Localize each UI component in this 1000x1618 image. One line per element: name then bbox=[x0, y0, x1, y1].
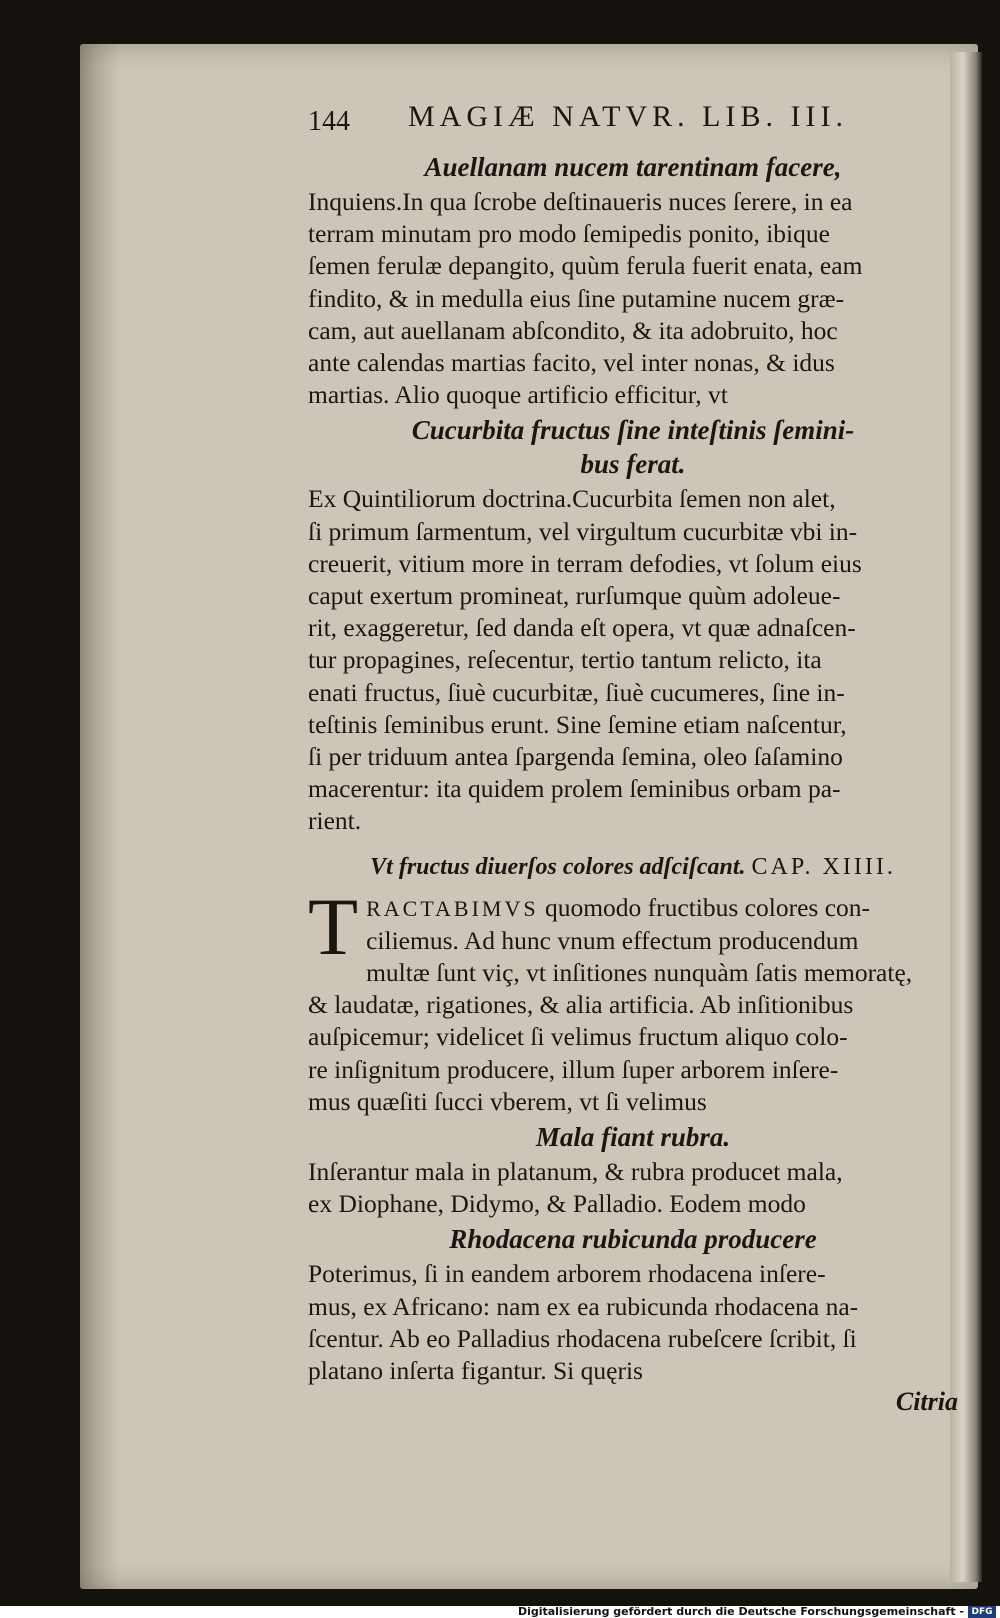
section-heading bbox=[308, 413, 958, 481]
text-line: multæ ſunt viç, vt inſitiones nunquàm ſatis memoratę, bbox=[366, 958, 913, 988]
text-line: auſpicemur; videlicet ſi velimus fructum aliquo colo- bbox=[308, 1022, 848, 1052]
section-heading: Mala fiant rubra. bbox=[535, 1122, 731, 1153]
text-line: ſemen ferulæ depangito, quùm ferula fuerit enata, eam bbox=[308, 251, 863, 281]
chapter-title: Vt fructus diuerſos colores adſciſcant. bbox=[370, 853, 746, 880]
text-line: & laudatæ, rigationes, & alia artificia. Ab inſitionibus bbox=[308, 990, 854, 1020]
text-line: re inſignitum producere, illum ſuper arborem inſere- bbox=[308, 1054, 839, 1084]
paragraph bbox=[308, 483, 958, 837]
paragraph bbox=[308, 1258, 958, 1387]
text-line: ex Diophane, Didymo, & Palladio. Eodem modo bbox=[308, 1189, 806, 1219]
dfg-logo[interactable]: DFG bbox=[968, 1606, 996, 1618]
text-line: mus, ex Africano: nam ex ea rubicunda rhodacena na- bbox=[308, 1291, 859, 1321]
text-line: rit, exaggeretur, ſed danda eſt opera, vt quæ adnaſcen- bbox=[308, 613, 856, 643]
text-line: mus quæſiti ſucci vberem, vt ſi velimus bbox=[308, 1086, 707, 1116]
text-line: Poterimus, ſi in eandem arborem rhodacena inſere- bbox=[308, 1259, 826, 1289]
heading-line: Cucurbita fructus ſine inteſtinis ſemini- bbox=[411, 415, 855, 446]
text-line: enati fructus, ſiuè cucurbitæ, ſiuè cucumeres, ſine in- bbox=[308, 677, 845, 707]
heading-line: bus ferat. bbox=[580, 449, 686, 480]
text-line: macerentur: ita quidem prolem ſeminibus orbam pa- bbox=[308, 774, 841, 804]
section-heading: Auellanam nucem tarentinam facere, bbox=[424, 152, 842, 182]
text-line: martias. Alio quoque artificio efficitur, vt bbox=[308, 380, 728, 410]
page-number: 144 bbox=[308, 106, 350, 137]
text-line: ſi primum ſarmentum, vel virgultum cucurbitæ vbi in- bbox=[308, 516, 858, 546]
funding-notice: Digitalisierung gefördert durch die Deutsche Forschungsgemeinschaft - bbox=[517, 1605, 964, 1618]
chapter-paragraph bbox=[308, 880, 958, 1118]
opening-word: RACTABIMVS bbox=[366, 895, 539, 921]
chapter-heading bbox=[308, 850, 958, 884]
text-line: platano inſerta figantur. Si quęris bbox=[308, 1356, 643, 1386]
paragraph bbox=[308, 186, 958, 411]
gutter-shadow bbox=[80, 44, 120, 1589]
text-line: creuerit, vitium more in terram defodies, vt ſolum eius bbox=[308, 548, 862, 578]
text-line: Inſerantur mala in platanum, & rubra producet mala, bbox=[308, 1157, 843, 1187]
text-line: ciliemus. Ad hunc vnum effectum producendum bbox=[366, 925, 859, 955]
text-line: terram minutam pro modo ſemipedis ponito, ibique bbox=[308, 219, 830, 249]
page-text bbox=[308, 100, 958, 1417]
paragraph bbox=[308, 1156, 958, 1220]
chapter-label: CAP. XIIII. bbox=[751, 853, 896, 880]
page-header bbox=[308, 100, 958, 148]
catchword: Citria bbox=[895, 1387, 958, 1417]
text-line: rient. bbox=[308, 806, 362, 836]
text-line: caput exertum promineat, rurſumque quùm adoleue- bbox=[308, 581, 841, 611]
text-line: Inquiens.In qua ſcrobe deſtinaueris nuces ſerere, in ea bbox=[308, 187, 853, 216]
text-line: ante calendas martias facito, vel inter nonas, & idus bbox=[308, 348, 835, 378]
text-line: Ex Quintiliorum doctrina.Cucurbita ſemen non alet, bbox=[308, 484, 836, 514]
text-line: tur propagines, reſecentur, tertio tantum relicto, ita bbox=[308, 645, 822, 675]
drop-cap: T bbox=[308, 880, 359, 972]
running-head: MAGIÆ NATVR. LIB. III. bbox=[408, 100, 848, 133]
text-line: cam, aut auellanam abſcondito, & ita adobruito, hoc bbox=[308, 315, 838, 345]
text-line: quomodo fructibus colores con- bbox=[544, 892, 871, 922]
text-line: findito, & in medulla eius ſine putamine nucem græ- bbox=[308, 283, 845, 313]
text-line: teſtinis ſeminibus erunt. Sine ſemine etiam naſcentur, bbox=[308, 709, 847, 739]
section-heading: Rhodacena rubicunda producere bbox=[449, 1224, 817, 1255]
text-line: ſcentur. Ab eo Palladius rhodacena rubeſcere ſcribit, ſi bbox=[308, 1323, 857, 1353]
text-line: ſi per triduum antea ſpargenda ſemina, oleo ſaſamino bbox=[308, 742, 843, 772]
